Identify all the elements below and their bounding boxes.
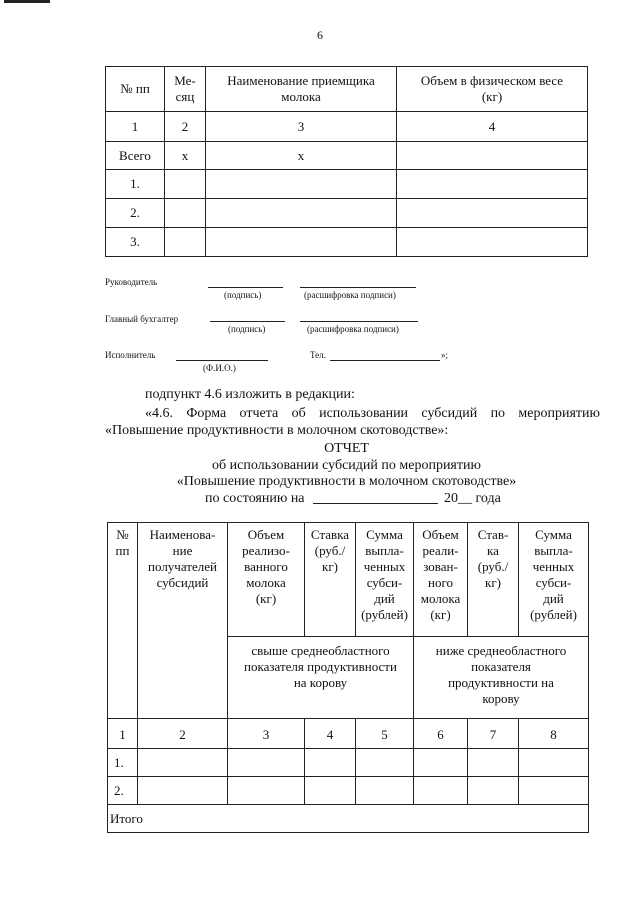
t1-cell: х [206, 142, 397, 170]
t2-header-rate-above: Ставка (руб./ кг) [305, 523, 356, 637]
phone-label: Тел. [310, 350, 326, 360]
phone-line [330, 360, 440, 361]
t1-header-num: № пп [106, 67, 165, 112]
t2-header-volume-below: Объем реали- зован- ного молока (кг) [414, 523, 468, 637]
t2-header-num: № пп [108, 523, 138, 719]
t1-header-receiver: Наименование приемщика молока [206, 67, 397, 112]
t1-header-volume: Объем в физическом весе (кг) [397, 67, 588, 112]
t2-row-label: 2. [108, 777, 138, 805]
report-line-3-start: по состоянию на [205, 491, 305, 506]
accountant-sign-line [210, 321, 285, 322]
report-line-3-end: 20__ года [444, 491, 501, 506]
t2-row [108, 749, 589, 777]
t1-cell [397, 170, 588, 199]
t1-total-row [106, 142, 588, 170]
page-number: 6 [317, 28, 323, 42]
clause-line-1: «4.6. Форма отчета об использовании субсидий по мероприятию [145, 406, 600, 421]
head-sign-line [208, 287, 283, 288]
scan-corner-mark [4, 0, 50, 3]
t2-number-row [108, 719, 589, 749]
t2-row [108, 777, 589, 805]
head-label: Руководитель [105, 277, 158, 287]
t2-total-row [108, 805, 589, 833]
t1-row [106, 228, 588, 257]
date-blank-line [313, 503, 438, 504]
executor-label: Исполнитель [105, 350, 156, 360]
head-sign-caption: (подпись) [224, 290, 262, 300]
t1-num-cell: 1 [106, 112, 165, 142]
t2-num-cell: 3 [228, 719, 305, 749]
t1-header-month: Ме- сяц [165, 67, 206, 112]
head-decode-caption: (расшифровка подписи) [304, 290, 396, 300]
t2-total-label: Итого [108, 805, 589, 833]
subpoint-text: подпункт 4.6 изложить в редакции: [145, 387, 355, 402]
head-decode-line [300, 287, 416, 288]
t1-cell [206, 199, 397, 228]
report-line-1: об использовании субсидий по мероприятию [212, 458, 481, 473]
accountant-decode-caption: (расшифровка подписи) [307, 324, 399, 334]
t2-group-above: свыше среднеобластного показателя продуктивности на корову [228, 637, 414, 719]
t1-cell: 3. [106, 228, 165, 257]
t2-group-below: ниже среднеобластного показателя продуктивности на корову [414, 637, 589, 719]
t1-row [106, 170, 588, 199]
accountant-sign-caption: (подпись) [228, 324, 266, 334]
t1-cell: 2. [106, 199, 165, 228]
t2-header-sum-above: Сумма выпла- ченных субси- дий (рублей) [356, 523, 414, 637]
t2-num-cell: 7 [468, 719, 519, 749]
accountant-decode-line [300, 321, 418, 322]
t2-row-label: 1. [108, 749, 138, 777]
t1-cell [397, 228, 588, 257]
t1-cell: Всего [106, 142, 165, 170]
t1-num-cell: 4 [397, 112, 588, 142]
t2-num-cell: 1 [108, 719, 138, 749]
t2-header-recipients: Наименова- ние получателей субсидий [138, 523, 228, 719]
t1-cell [206, 170, 397, 199]
report-line-2: «Повышение продуктивности в молочном скотоводстве» [176, 474, 517, 489]
t2-num-cell: 5 [356, 719, 414, 749]
t1-num-cell: 2 [165, 112, 206, 142]
report-title: ОТЧЕТ [324, 441, 369, 456]
t2-header-volume-above: Объем реализо- ванного молока (кг) [228, 523, 305, 637]
t2-header-rate-below: Став- ка (руб./ кг) [468, 523, 519, 637]
accountant-label: Главный бухгалтер [105, 314, 179, 324]
t1-number-row [106, 112, 588, 142]
t1-cell [165, 170, 206, 199]
t2-num-cell: 4 [305, 719, 356, 749]
t1-cell [397, 142, 588, 170]
subsidy-report-table [107, 522, 589, 833]
clause-line-2: «Повышение продуктивности в молочном скотоводстве»: [105, 423, 449, 438]
t2-num-cell: 6 [414, 719, 468, 749]
t1-cell: 1. [106, 170, 165, 199]
t1-cell [165, 228, 206, 257]
fio-caption: (Ф.И.О.) [203, 363, 236, 373]
t2-num-cell: 2 [138, 719, 228, 749]
phone-end: »; [441, 350, 449, 360]
executor-line [176, 360, 268, 361]
t1-cell [165, 199, 206, 228]
t1-cell [206, 228, 397, 257]
t1-row [106, 199, 588, 228]
t2-num-cell: 8 [519, 719, 589, 749]
receiver-volume-table [105, 66, 588, 257]
t1-cell [397, 199, 588, 228]
t1-cell: х [165, 142, 206, 170]
t2-header-sum-below: Сумма выпла- ченных субси- дий (рублей) [519, 523, 589, 637]
t1-num-cell: 3 [206, 112, 397, 142]
